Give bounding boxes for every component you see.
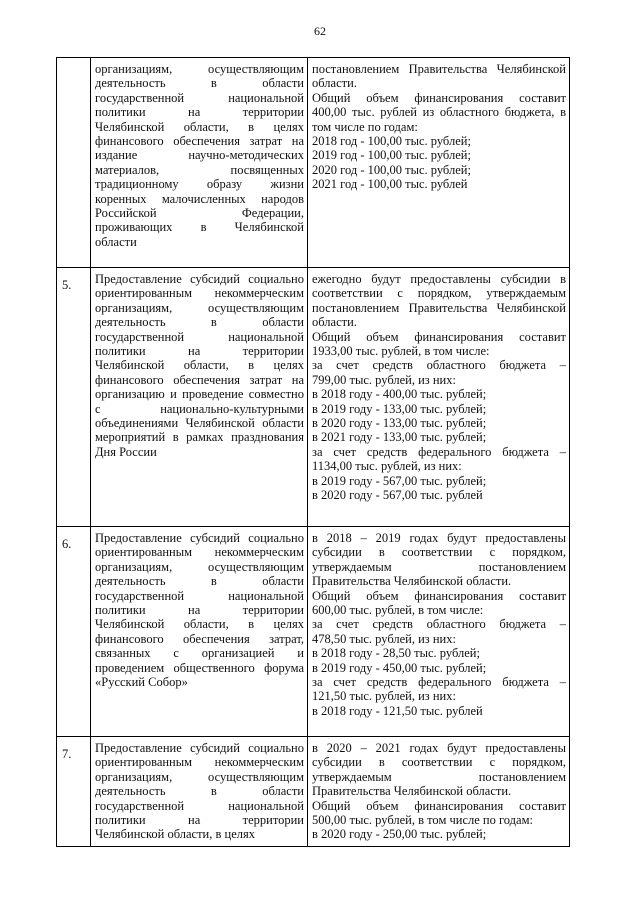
text-line: Правительства Челябинской области.: [312, 574, 512, 589]
text-line: организациям, осуществляющим: [95, 559, 304, 574]
text-line: в 2020 году - 250,00 тыс. рублей;: [312, 827, 487, 842]
text-line: области.: [312, 315, 357, 330]
table-row: [57, 58, 570, 268]
text-line: 478,50 тыс. рублей, из них:: [312, 631, 456, 646]
text-line: за счет средств федерального бюджета –: [312, 675, 566, 690]
text-line: мероприятий в рамках празднования: [95, 430, 304, 445]
text-line: объединениями Челябинской области: [95, 416, 304, 431]
text-line: финансового обеспечения затрат на: [95, 372, 304, 387]
text-line: Правительства Челябинской области.: [312, 784, 512, 799]
row-number: 5.: [57, 268, 91, 527]
text-line: ориентированным некоммерческим: [95, 545, 304, 560]
text-line: за счет средств областного бюджета –: [312, 617, 566, 632]
text-line: в 2018 – 2019 годах будут предоставлены: [312, 531, 566, 545]
text-line: ориентированным некоммерческим: [95, 286, 304, 301]
text-line: организациям, осуществляющим: [95, 769, 304, 784]
text-line: соответствии с порядком, утверждаемым: [312, 286, 566, 301]
text-line: деятельность в области: [95, 784, 304, 799]
text-line: в 2018 году - 121,50 тыс. рублей: [312, 703, 483, 718]
text-line: ориентированным некоммерческим: [95, 755, 304, 770]
text-line: постановлением Правительства Челябинской: [312, 62, 566, 76]
text-line: Челябинской области, в целях: [95, 358, 304, 373]
text-line: 2021 год - 100,00 тыс. рублей: [312, 177, 468, 192]
text-line: области: [95, 234, 137, 249]
text-line: в 2020 году - 133,00 тыс. рублей;: [312, 416, 487, 431]
text-line: в 2019 году - 450,00 тыс. рублей;: [312, 660, 487, 675]
text-line: политики на территории: [95, 344, 304, 359]
measure-description: [91, 268, 308, 527]
text-line: организацию и проведение совместно: [95, 387, 304, 402]
text-line: Челябинской области, в целях: [95, 617, 304, 632]
text-line: субсидии в соответствии с порядком,: [312, 755, 566, 770]
row-number: [57, 58, 91, 268]
text-line: утверждаемым постановлением: [312, 769, 566, 784]
text-line: области.: [312, 76, 357, 91]
text-line: 1933,00 тыс. рублей, в том числе:: [312, 344, 490, 359]
text-line: Челябинской области, в целях: [95, 827, 255, 842]
text-line: Общий объем финансирования составит: [312, 329, 566, 344]
text-line: 1134,00 тыс. рублей, из них:: [312, 459, 462, 474]
text-line: утверждаемым постановлением: [312, 559, 566, 574]
text-line: 2020 год - 100,00 тыс. рублей;: [312, 162, 471, 177]
text-line: проживающих в Челябинской: [95, 220, 304, 235]
text-line: 121,50 тыс. рублей, из них:: [312, 689, 456, 704]
text-line: деятельность в области: [95, 315, 304, 330]
financing-terms: [308, 268, 570, 527]
text-line: Предоставление субсидий социально: [95, 741, 304, 755]
text-line: том числе по годам:: [312, 119, 418, 134]
text-line: в 2021 году - 133,00 тыс. рублей;: [312, 430, 487, 445]
text-line: деятельность в области: [95, 76, 304, 91]
text-line: политики на территории: [95, 603, 304, 618]
text-line: государственной национальной: [95, 798, 304, 813]
text-line: 2018 год - 100,00 тыс. рублей;: [312, 134, 471, 149]
text-line: 799,00 тыс. рублей, из них:: [312, 372, 456, 387]
text-line: традиционному образу жизни: [95, 177, 304, 192]
financing-terms: [308, 527, 570, 737]
financing-terms: [308, 737, 570, 847]
text-line: 600,00 тыс. рублей, в том числе:: [312, 603, 484, 618]
text-line: с национально-культурными: [95, 401, 304, 416]
text-line: Российской Федерации,: [95, 206, 304, 221]
text-line: политики на территории: [95, 813, 304, 828]
text-line: 2019 год - 100,00 тыс. рублей;: [312, 148, 471, 163]
text-line: деятельность в области: [95, 574, 304, 589]
text-line: коренных малочисленных народов: [95, 191, 304, 206]
text-line: организациям, осуществляющим: [95, 62, 304, 76]
text-line: за счет средств федерального бюджета –: [312, 444, 566, 459]
text-line: Челябинской области, в целях: [95, 119, 304, 134]
text-line: субсидии в соответствии с порядком,: [312, 545, 566, 560]
text-line: государственной национальной: [95, 329, 304, 344]
text-line: постановлением Правительства Челябинской: [312, 300, 566, 315]
text-line: Дня России: [95, 444, 157, 459]
text-line: Общий объем финансирования составит: [312, 588, 566, 603]
text-line: государственной национальной: [95, 588, 304, 603]
text-line: в 2019 году - 133,00 тыс. рублей;: [312, 401, 487, 416]
row-number: 6.: [57, 527, 91, 737]
measure-description: [91, 527, 308, 737]
table-row: [57, 268, 570, 527]
table-row: [57, 527, 570, 737]
text-line: государственной национальной: [95, 90, 304, 105]
text-line: материалов, посвященных: [95, 162, 304, 177]
page-number: 62: [314, 24, 326, 38]
text-line: политики на территории: [95, 105, 304, 120]
text-line: ежегодно будут предоставлены субсидии в: [312, 272, 566, 286]
text-line: в 2018 году - 28,50 тыс. рублей;: [312, 646, 480, 661]
measures-table: [56, 57, 570, 847]
text-line: связанных с организацией и: [95, 646, 304, 661]
text-line: Общий объем финансирования составит: [312, 90, 566, 105]
measure-description: [91, 58, 308, 268]
row-number: 7.: [57, 737, 91, 847]
text-line: проведением общественного форума: [95, 660, 304, 675]
text-line: за счет средств областного бюджета –: [312, 358, 566, 373]
text-line: Предоставление субсидий социально: [95, 531, 304, 545]
table-row: [57, 737, 570, 847]
text-line: Предоставление субсидий социально: [95, 272, 304, 286]
financing-terms: [308, 58, 570, 268]
text-line: «Русский Собор»: [95, 675, 188, 690]
text-line: в 2019 году - 567,00 тыс. рублей;: [312, 473, 487, 488]
text-line: организациям, осуществляющим: [95, 300, 304, 315]
text-line: 400,00 тыс. рублей из областного бюджета, в: [312, 105, 566, 120]
text-line: финансового обеспечения затрат,: [95, 631, 304, 646]
text-line: в 2018 году - 400,00 тыс. рублей;: [312, 387, 487, 402]
measure-description: [91, 737, 308, 847]
text-line: Общий объем финансирования составит: [312, 798, 566, 813]
text-line: в 2020 – 2021 годах будут предоставлены: [312, 741, 566, 755]
text-line: 500,00 тыс. рублей, в том числе по годам:: [312, 813, 533, 828]
text-line: в 2020 году - 567,00 тыс. рублей: [312, 488, 483, 503]
text-line: издание научно-методических: [95, 148, 304, 163]
text-line: финансового обеспечения затрат на: [95, 134, 304, 149]
